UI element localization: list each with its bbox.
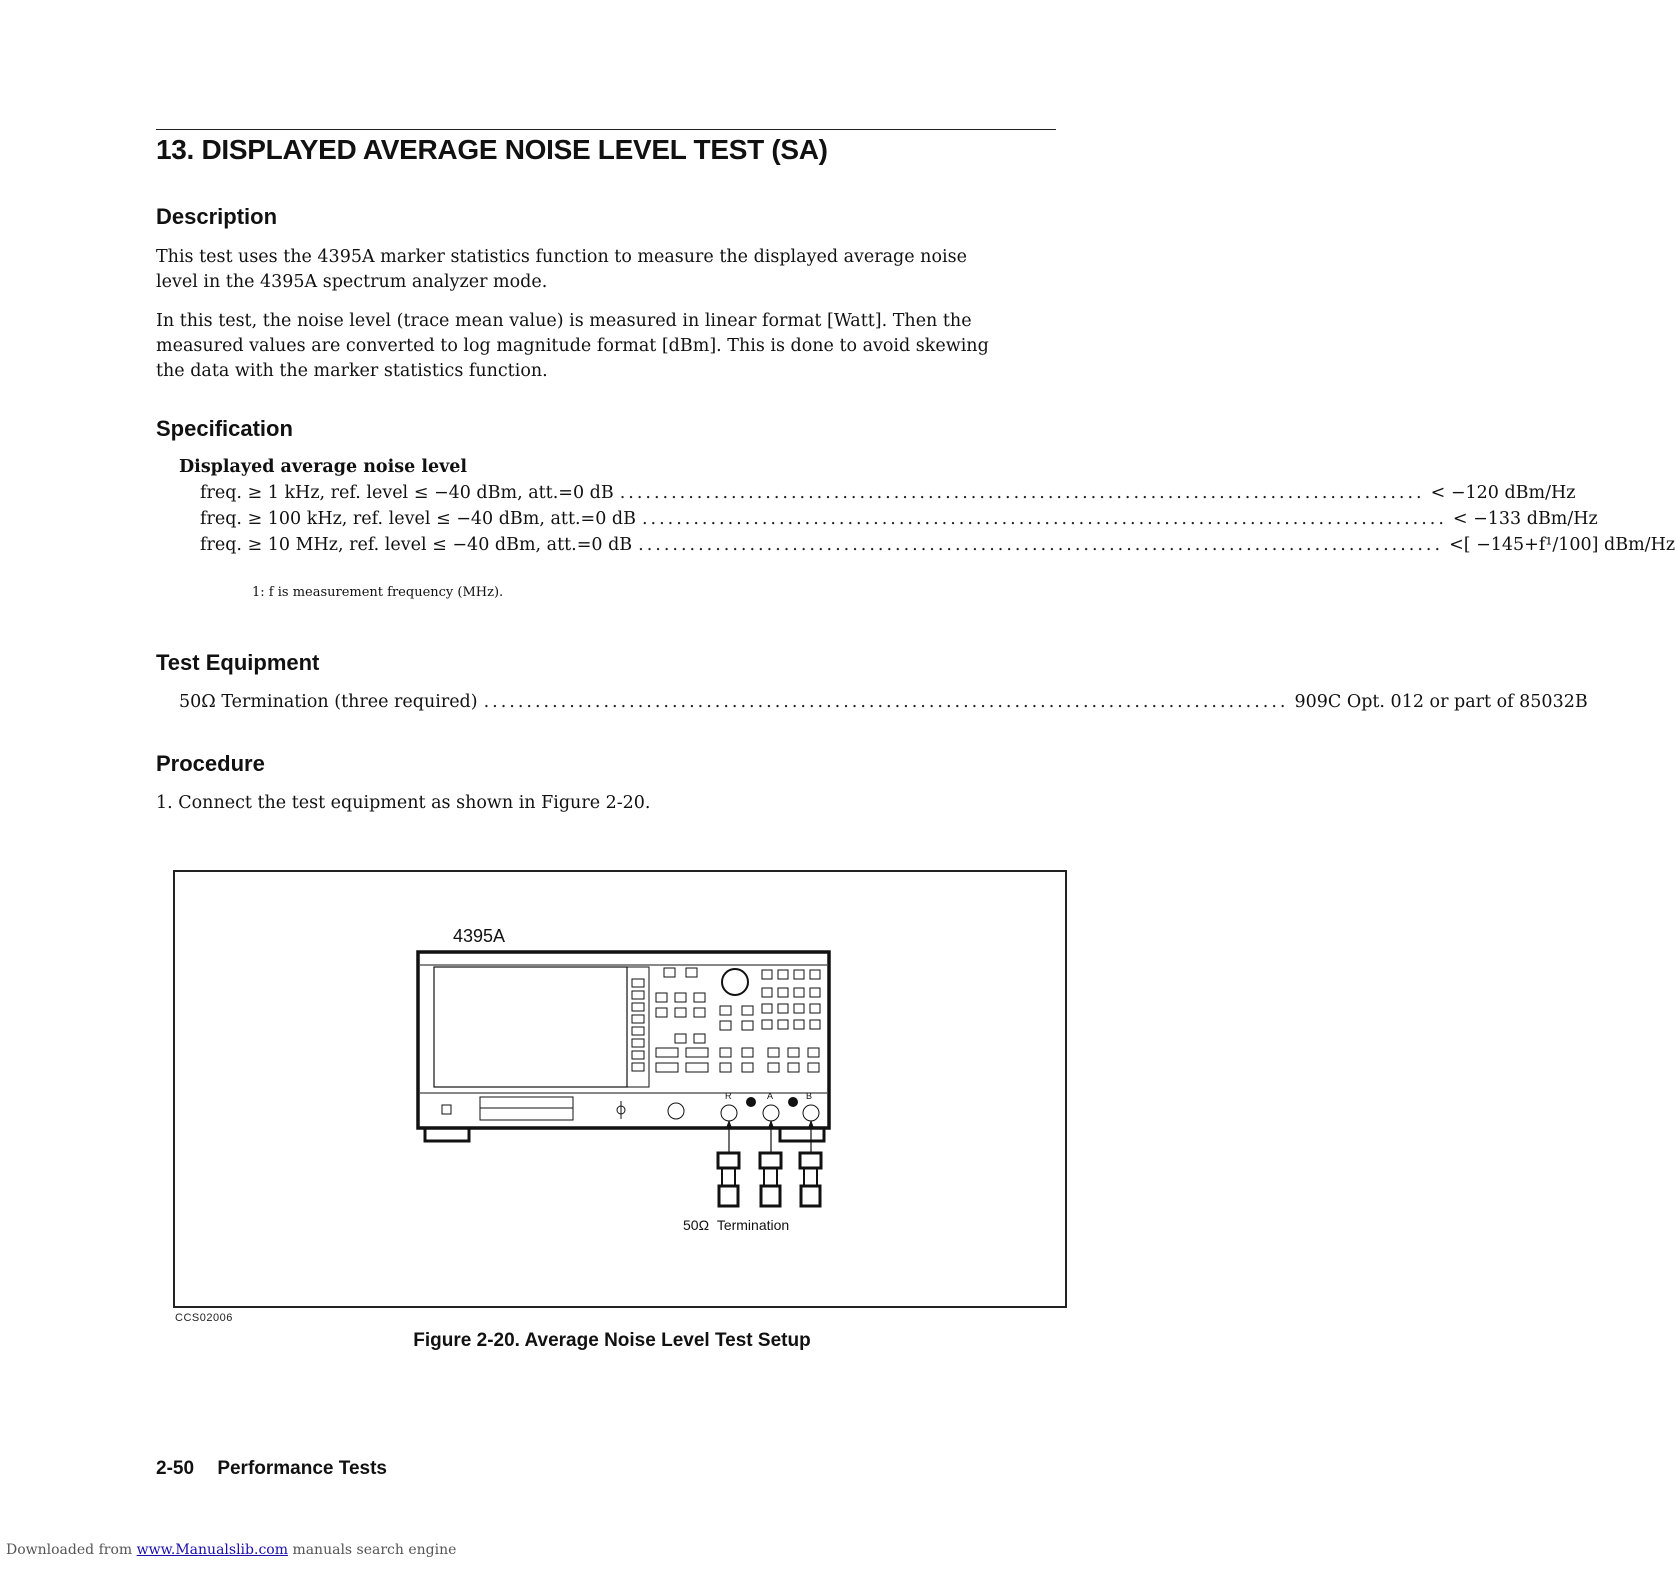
description-heading: Description	[156, 204, 278, 229]
termination-r	[718, 1120, 739, 1206]
softkey-buttons	[632, 979, 644, 1071]
termination-a	[760, 1120, 781, 1206]
equipment-part: 909C Opt. 012 or part of 85032B	[1294, 692, 1588, 712]
spec-footnote: 1: f is measurement frequency (MHz).	[252, 585, 504, 600]
spec-subheading: Displayed average noise level	[179, 457, 468, 477]
rf-out-connector	[668, 1103, 684, 1119]
port-a-label: A	[767, 1091, 774, 1101]
termination-b	[800, 1120, 821, 1206]
leader-dots: ..............................................................................................	[483, 692, 1289, 712]
description-line: measured values are converted to log magnitude format [dBm]. This is done to avoid skewing	[156, 336, 989, 356]
termination-label: 50Ω Termination	[683, 1217, 790, 1233]
test-equipment-heading: Test Equipment	[156, 650, 320, 675]
spec-condition: freq. ≥ 1 kHz, ref. level ≤ −40 dBm, att.=0 dB	[200, 483, 614, 503]
specification-heading: Specification	[156, 416, 293, 441]
port-r-label: R	[725, 1091, 732, 1101]
description-line: This test uses the 4395A marker statistics function to measure the displayed average noise	[156, 247, 967, 267]
port-r-connector	[721, 1105, 737, 1121]
figure-code: CCS02006	[175, 1312, 233, 1324]
probe-connector	[617, 1101, 625, 1119]
leader-dots: ..............................................................................................	[638, 535, 1444, 555]
spec-value: < −133 dBm/Hz	[1452, 509, 1598, 529]
equipment-item: 50Ω Termination (three required)	[179, 692, 478, 712]
spec-condition: freq. ≥ 10 MHz, ref. level ≤ −40 dBm, att.=0 dB	[200, 535, 633, 555]
display-screen	[434, 967, 627, 1087]
spec-value: <[ −145+f¹/100] dBm/Hz	[1449, 535, 1675, 555]
description-line: level in the 4395A spectrum analyzer mode.	[156, 272, 548, 292]
page-title: 13. DISPLAYED AVERAGE NOISE LEVEL TEST (SA)	[156, 134, 828, 165]
procedure-heading: Procedure	[156, 751, 265, 776]
download-prefix: Downloaded from	[6, 1542, 133, 1558]
port-indicator	[746, 1097, 756, 1107]
spec-value: < −120 dBm/Hz	[1430, 483, 1576, 503]
front-panel-keys	[656, 968, 820, 1072]
description-line: In this test, the noise level (trace mean value) is measured in linear format [Watt]. Then the	[156, 311, 972, 331]
power-switch	[442, 1105, 451, 1114]
page-number: 2-50	[156, 1458, 195, 1479]
description-line: the data with the marker statistics function.	[156, 361, 548, 381]
leader-dots: ..............................................................................................	[641, 509, 1447, 529]
footer-section: Performance Tests	[217, 1458, 387, 1479]
port-a-connector	[763, 1105, 779, 1121]
instrument-feet	[425, 1128, 824, 1141]
figure-caption: Figure 2-20. Average Noise Level Test Setup	[413, 1330, 811, 1351]
instrument-label: 4395A	[453, 926, 506, 946]
spec-condition: freq. ≥ 100 kHz, ref. level ≤ −40 dBm, att.=0 dB	[200, 509, 636, 529]
rotary-knob	[722, 969, 748, 995]
procedure-step-1: 1. Connect the test equipment as shown in Figure 2-20.	[156, 793, 651, 813]
port-indicator	[788, 1097, 798, 1107]
port-b-label: B	[806, 1091, 813, 1101]
download-banner	[6, 1542, 456, 1558]
manualslib-link[interactable]: www.Manualslib.com	[136, 1542, 288, 1558]
page-footer	[156, 1458, 387, 1480]
leader-dots: ..............................................................................................	[619, 483, 1425, 503]
download-suffix: manuals search engine	[292, 1542, 457, 1558]
port-b-connector	[803, 1105, 819, 1121]
